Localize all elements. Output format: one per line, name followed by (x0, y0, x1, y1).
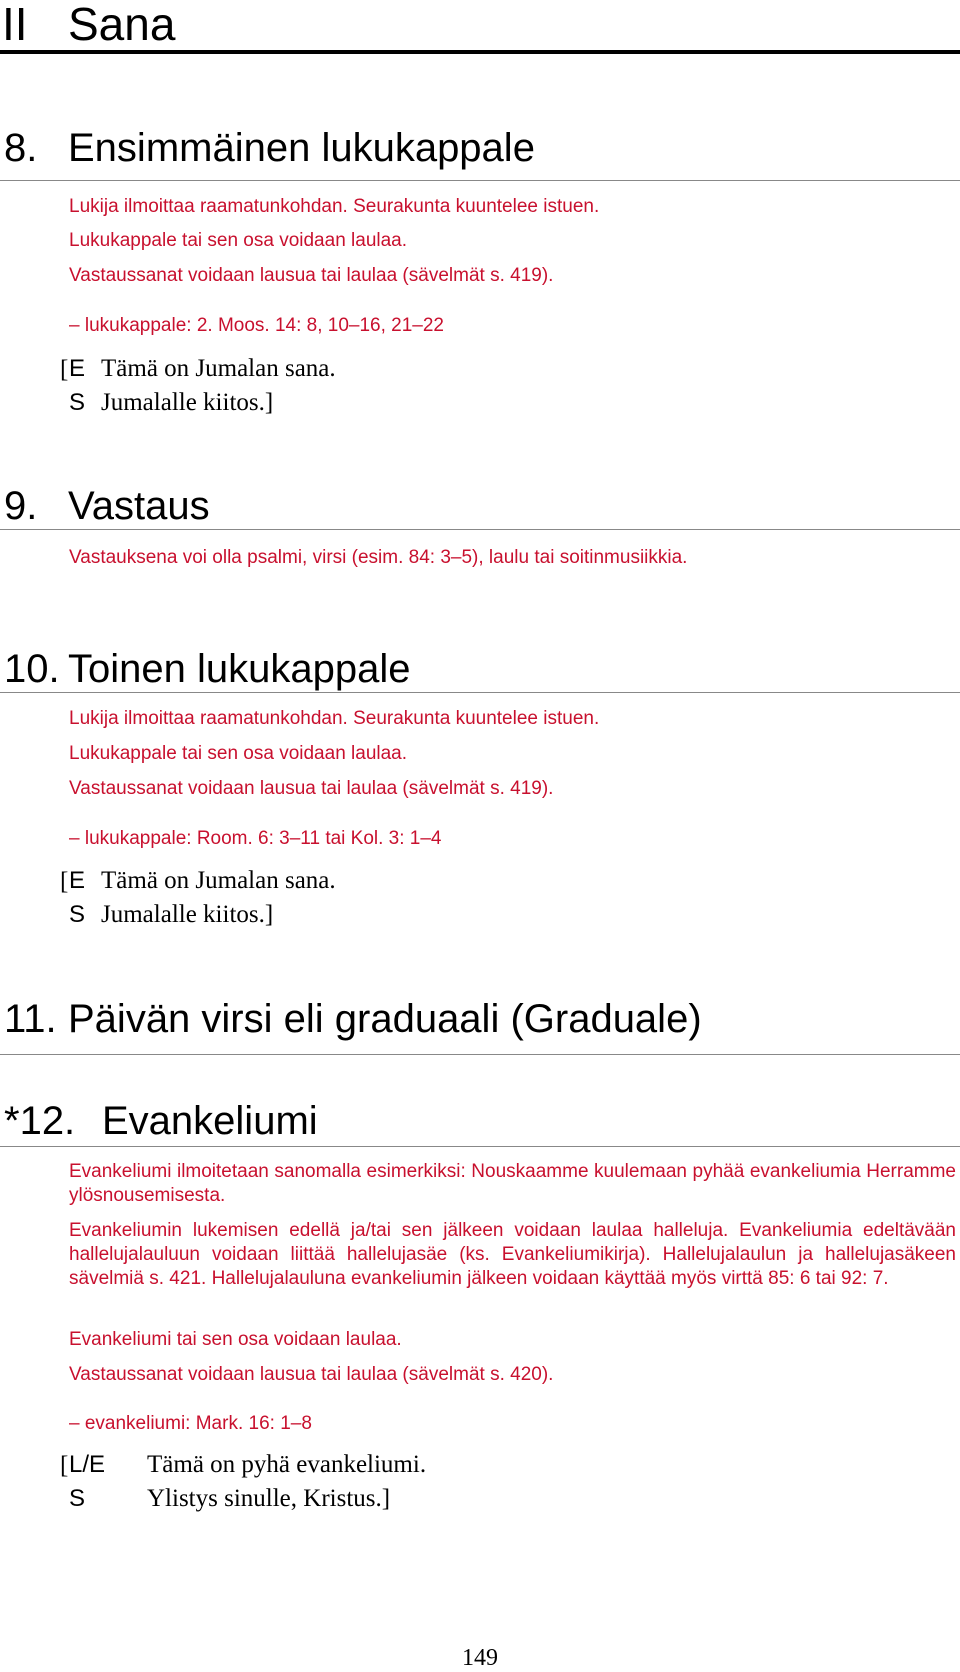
response-text: Tämä on pyhä evankeliumi. (147, 1451, 427, 1478)
part-heading (0, 0, 960, 48)
response-text: Jumalalle kiitos.] (101, 389, 274, 416)
response-line (60, 354, 336, 385)
rubric-note: Lukukappale tai sen osa voidaan laulaa. (69, 743, 408, 764)
part-number: II (2, 0, 28, 50)
response-line (60, 866, 336, 897)
section-12-heading (0, 1099, 960, 1143)
section-number: *12. (4, 1099, 76, 1143)
reading-reference: – lukukappale: Room. 6: 3–11 tai Kol. 3: 1–4 (69, 828, 442, 849)
rubric-note: Vastaussanat voidaan lausua tai laulaa (sävelmät s. 419). (69, 778, 554, 799)
response-text: Tämä on Jumalan sana. (101, 355, 336, 382)
rubric-note: Evankeliumi tai sen osa voidaan laulaa. (69, 1329, 402, 1350)
section-rule (0, 1054, 960, 1055)
response-text: Jumalalle kiitos.] (101, 901, 274, 928)
rubric-note: Vastaussanat voidaan lausua tai laulaa (sävelmät s. 420). (69, 1364, 554, 1385)
section-9-heading (0, 484, 960, 528)
response-text: Ylistys sinulle, Kristus.] (147, 1485, 391, 1512)
reading-reference: – evankeliumi: Mark. 16: 1–8 (69, 1413, 312, 1434)
response-line (60, 1450, 427, 1481)
response-text: Tämä on Jumalan sana. (101, 867, 336, 894)
section-number: 11. (4, 997, 57, 1041)
rubric-note: Vastaussanat voidaan lausua tai laulaa (sävelmät s. 419). (69, 265, 554, 286)
rubric-note: Lukija ilmoittaa raamatunkohdan. Seurakunta kuuntelee istuen. (69, 196, 600, 217)
section-rule (0, 692, 960, 693)
section-rule (0, 180, 960, 181)
rubric-note: Vastauksena voi olla psalmi, virsi (esim. 84: 3–5), laulu tai soitinmusiikkia. (69, 547, 688, 568)
speaker-role: S (69, 389, 86, 416)
bracket: [ (60, 868, 69, 895)
section-number: 8. (4, 126, 38, 170)
bracket: [ (60, 356, 69, 383)
section-title: Evankeliumi (102, 1099, 318, 1143)
section-11-heading (0, 997, 960, 1041)
part-title: Sana (68, 0, 176, 50)
section-number: 9. (4, 484, 38, 528)
section-title: Ensimmäinen lukukappale (68, 126, 535, 170)
rubric-note: Evankeliumi ilmoitetaan sanomalla esimerkiksi: Nouskaamme kuulemaan pyhää evankeliumia Herramme ylösnousemisesta. (69, 1161, 956, 1206)
section-title: Päivän virsi eli graduaali (Graduale) (68, 997, 702, 1041)
page-number: 149 (462, 1645, 498, 1671)
speaker-role: E (69, 355, 86, 382)
reading-reference: – lukukappale: 2. Moos. 14: 8, 10–16, 21–22 (69, 315, 444, 336)
section-10-heading (0, 647, 960, 691)
rubric-note: Lukija ilmoittaa raamatunkohdan. Seurakunta kuuntelee istuen. (69, 708, 600, 729)
speaker-role: S (69, 1485, 86, 1512)
section-title: Toinen lukukappale (68, 647, 411, 691)
section-rule (0, 1146, 960, 1147)
speaker-role: S (69, 901, 86, 928)
section-number: 10. (4, 647, 60, 691)
section-title: Vastaus (68, 484, 210, 528)
section-rule (0, 529, 960, 530)
speaker-role: E (69, 867, 86, 894)
rubric-note: Lukukappale tai sen osa voidaan laulaa. (69, 230, 408, 251)
section-8-heading (0, 126, 960, 170)
bracket: [ (60, 1452, 69, 1479)
rubric-note: Evankeliumin lukemisen edellä ja/tai sen jälkeen voidaan laulaa halleluja. Evankeliumia edeltävään hallelujalauluun voidaan liittää hallelujasäe (ks. Evankeliumikirja). Hallelujalaulun ja hallelujasäkeen sävelmiä s. 421. Hallelujalauluna evankeliumin jälkeen voidaan käyttää myös virttä 85: 6 tai 92: 7. (69, 1220, 956, 1289)
part-rule (0, 50, 960, 54)
speaker-role: L/E (69, 1451, 106, 1478)
